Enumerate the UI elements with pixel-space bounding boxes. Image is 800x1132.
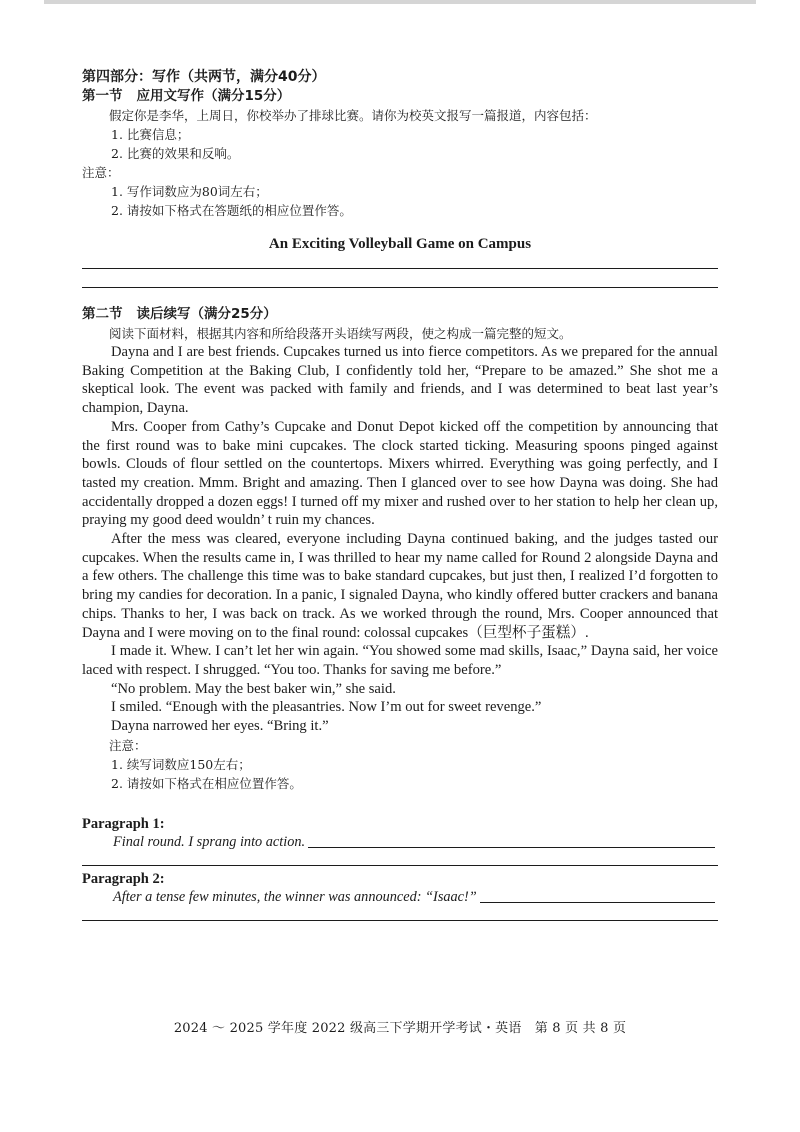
section2-title: 读后续写（满分25分） (136, 306, 277, 322)
section1-title: 应用文写作（满分15分） (136, 88, 291, 104)
writing-line (308, 847, 715, 848)
section2-heading (82, 305, 718, 324)
essay-title: An Exciting Volleyball Game on Campus (268, 236, 532, 252)
answer-rule (82, 865, 718, 866)
writing-line (480, 902, 715, 903)
section2-instruction: 阅读下面材料，根据其内容和所给段落开头语续写两段，使之构成一篇完整的短文。 (109, 326, 572, 341)
section1-item: 2. 比赛的效果和反响。 (111, 146, 240, 161)
story-paragraph: Dayna and I are best friends. Cupcakes turned us into fierce competitors. As we prepared for the annual Baking Competition at the Baking Club, I confidently told her, “Prepare to be amazed.” She shot me a skeptical look. The event was packed with family and friends, and I was determined to beat last year’s champion, Dayna. (82, 344, 718, 417)
story-paragraph: “No problem. May the best baker win,” she said. (111, 680, 396, 697)
section2-note: 2. 请按如下格式在相应位置作答。 (111, 775, 302, 791)
answer-rule (82, 268, 718, 269)
paragraph1-start: Final round. I sprang into action. (113, 833, 306, 850)
story-paragraph: After the mess was cleared, everyone including Dayna continued baking, and the judges tasted our cupcakes. When the results came in, I was thrilled to hear my name called for Round 2 alongside Dayna and a few others. The challenge this time was to bake standard cupcakes, but just then, I realized I’d forgotten to bring my candies for decoration. In a panic, I signaled Dayna, who kindly offered butter crackers and banana chips. Thanks to her, I was back on track. As we worked through the round, Mrs. Cooper announced that Dayna and I were moving on to the final round: colossal cupcakes（巨型杯子蛋糕）. (82, 531, 718, 641)
section1-prompt: 假定你是李华，上周日，你校举办了排球比赛。请你为校英文报写一篇报道，内容包括： (109, 108, 597, 123)
paragraph1-line (82, 833, 718, 851)
story-paragraph: Mrs. Cooper from Cathy’s Cupcake and Donut Depot kicked off the competition by announcing that the first round was to bake mini cupcakes. The clock started ticking. Measuring spoons pinged against bowls. Clouds of flour settled on the countertops. Mixers whirred. Everything was going perfectly, and I tasted my creation. Mmm. Bright and amazing. Then I glanced over to see how Dayna was doing. She had accidentally dropped a dozen eggs! I turned off my mixer and rushed over to her station to help her clean up, praying my good deed wouldn’ t ruin my chances. (82, 418, 718, 529)
exam-page (82, 68, 718, 921)
section1-heading (82, 87, 718, 106)
story-paragraph: I smiled. “Enough with the pleasantries. Now I’m out for sweet revenge.” (111, 699, 542, 716)
answer-rule (82, 920, 718, 921)
section1-number: 第一节 (82, 88, 123, 104)
paragraph1-label: Paragraph 1: (82, 815, 165, 832)
paragraph2-line (82, 888, 718, 906)
paragraph2-start: After a tense few minutes, the winner was announced: “Isaac!” (113, 888, 477, 905)
section2-note: 1. 续写词数应150左右； (111, 756, 251, 772)
section1-note-label: 注意： (82, 165, 120, 180)
paragraph2-label: Paragraph 2: (82, 870, 165, 887)
section2-note-label: 注意： (109, 737, 147, 753)
section2-number: 第二节 (82, 306, 123, 322)
story-paragraph: I made it. Whew. I can’t let her win again. “You showed some mad skills, Isaac,” Dayna said, her voice laced with respect. I shrugged. “You too. Thanks for saving me before.” (82, 643, 718, 678)
section1-note: 1. 写作词数应为80词左右； (111, 184, 268, 199)
section1-note: 2. 请按如下格式在答题纸的相应位置作答。 (111, 203, 352, 218)
story-paragraph: Dayna narrowed her eyes. “Bring it.” (111, 718, 329, 735)
answer-rule (82, 287, 718, 288)
scan-top-strip (44, 0, 756, 4)
section1-item: 1. 比赛信息； (111, 127, 190, 142)
part4-heading: 第四部分：写作（共两节，满分40分） (82, 69, 326, 85)
page-footer: 2024 ～ 2025 学年度 2022 级高三下学期开学考试・英语 第 8 页 共 8 页 (173, 1021, 627, 1036)
